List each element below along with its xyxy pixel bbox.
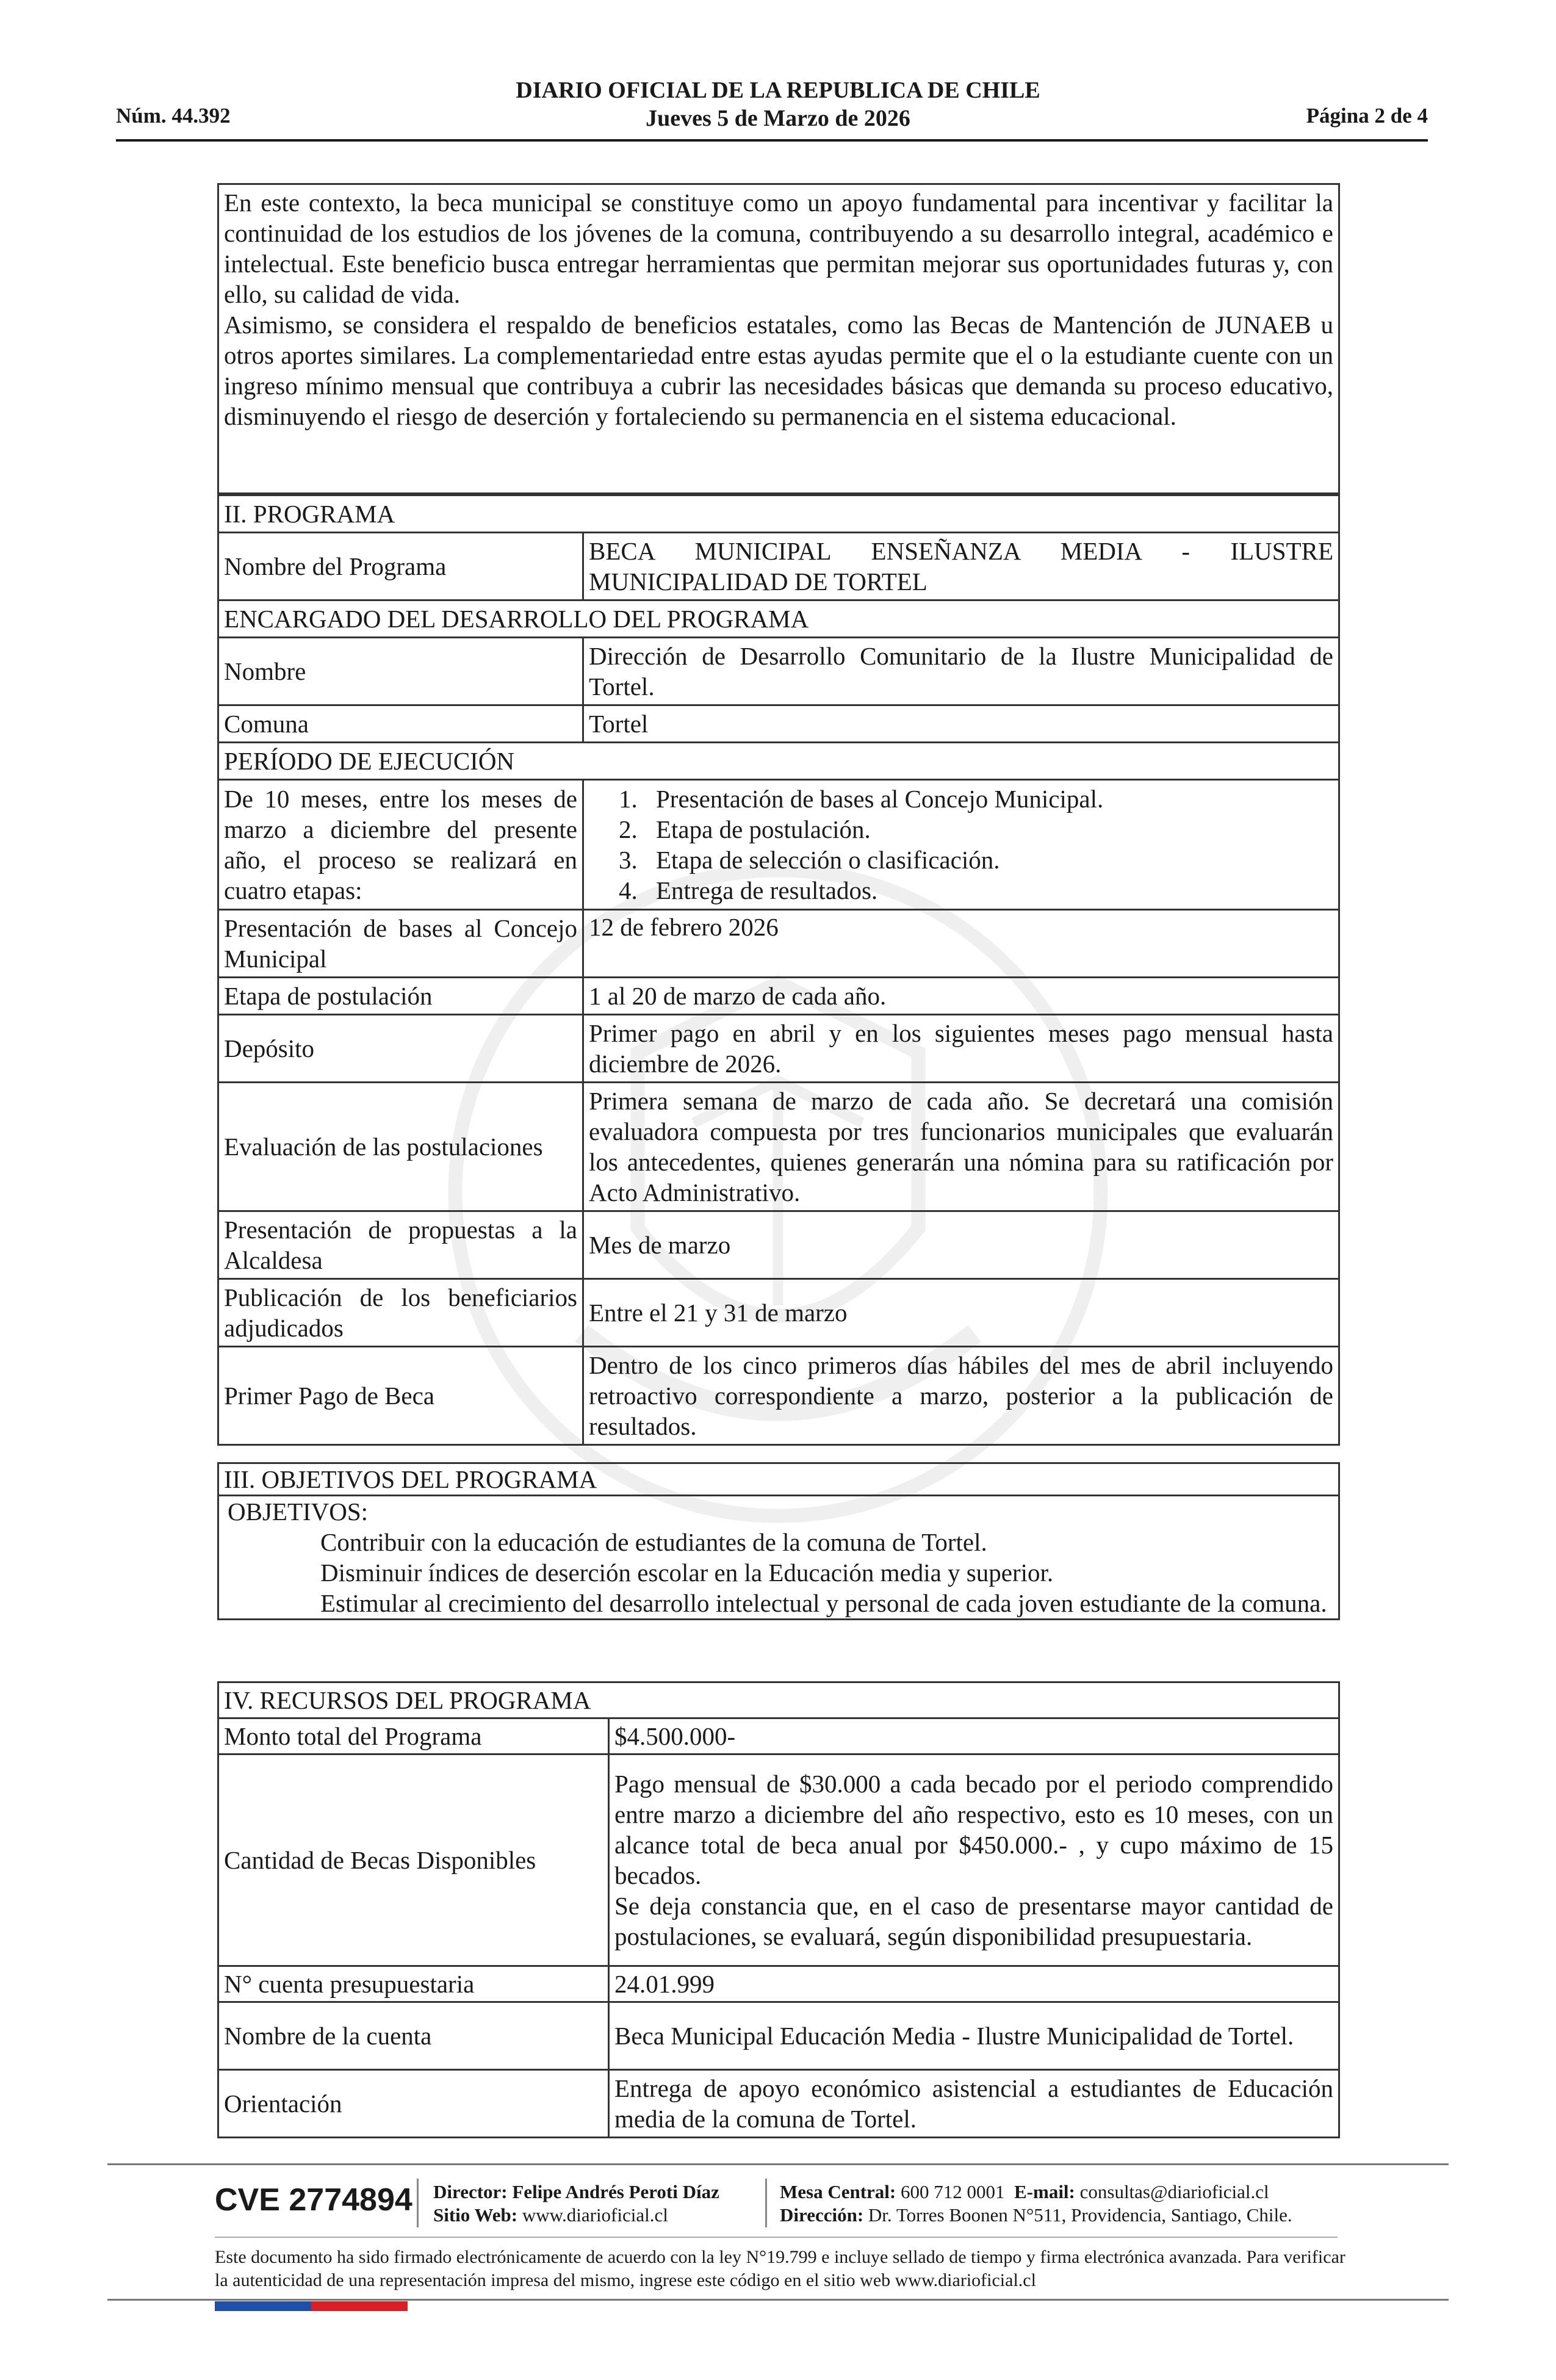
list-item: Estimular al crecimiento del desarrollo intelectual y personal de cada joven estudiante de la comuna. bbox=[320, 1589, 1327, 1617]
recursos-table bbox=[217, 1681, 1340, 2138]
etapas-list bbox=[589, 784, 1333, 906]
flag-bar-blue bbox=[215, 2301, 311, 2311]
gazette-date: Jueves 5 de Marzo de 2026 bbox=[646, 106, 910, 131]
cell-label: Presentación de propuestas a la Alcaldesa bbox=[218, 1211, 583, 1279]
cell-label: Evaluación de las postulaciones bbox=[218, 1083, 583, 1211]
direccion-label: Dirección: bbox=[780, 2204, 864, 2226]
table-row bbox=[218, 2002, 1339, 2070]
page-number: Página 2 de 4 bbox=[1306, 104, 1428, 128]
cell-label: Nombre del Programa bbox=[218, 533, 583, 600]
cell-value: $4.500.000- bbox=[609, 1718, 1339, 1754]
cell-value bbox=[609, 1754, 1339, 1966]
mesa-label: Mesa Central: bbox=[780, 2181, 896, 2202]
cell-value bbox=[583, 780, 1339, 910]
becas-paragraph-2: Se deja constancia que, en el caso de presentarse mayor cantidad de postulaciones, se evaluará, según disponibilidad presupuestaria. bbox=[614, 1892, 1333, 1950]
section-title: II. PROGRAMA bbox=[218, 496, 1339, 533]
table-row bbox=[218, 910, 1339, 978]
intro-box bbox=[217, 183, 1340, 494]
subsection-title: PERÍODO DE EJECUCIÓN bbox=[218, 743, 1339, 780]
cell-label: Depósito bbox=[218, 1015, 583, 1083]
cell-label: Monto total del Programa bbox=[218, 1718, 609, 1754]
footer-rule-bottom bbox=[107, 2299, 1449, 2301]
cve-code: CVE 2774894 bbox=[215, 2182, 412, 2218]
table-row bbox=[218, 1279, 1339, 1347]
footer-rule-mid bbox=[215, 2237, 1338, 2238]
email-label: E-mail: bbox=[1014, 2181, 1075, 2202]
flag-bar-red bbox=[311, 2301, 408, 2311]
header-rule bbox=[116, 139, 1428, 142]
director-value: Felipe Andrés Peroti Díaz bbox=[512, 2181, 719, 2202]
cell-value: 1 al 20 de marzo de cada año. bbox=[583, 978, 1339, 1015]
cell-label: Publicación de los beneficiarios adjudicados bbox=[218, 1279, 583, 1347]
cell-label: N° cuenta presupuestaria bbox=[218, 1966, 609, 2002]
cell-label: Nombre bbox=[218, 638, 583, 705]
objetivos-box bbox=[217, 1462, 1340, 1620]
subsection-title: ENCARGADO DEL DESARROLLO DEL PROGRAMA bbox=[218, 600, 1339, 638]
table-row bbox=[218, 743, 1339, 780]
list-item: 3. Etapa de selección o clasificación. bbox=[644, 845, 1333, 875]
cell-label: Comuna bbox=[218, 705, 583, 743]
footer-director-block bbox=[433, 2180, 719, 2227]
table-row bbox=[218, 496, 1339, 533]
list-item: 2. Etapa de postulación. bbox=[644, 814, 1333, 845]
table-row bbox=[218, 600, 1339, 638]
gazette-title: DIARIO OFICIAL DE LA REPUBLICA DE CHILE bbox=[516, 78, 1040, 103]
objetivos-label: OBJETIVOS: bbox=[228, 1498, 369, 1526]
web-label: Sitio Web: bbox=[433, 2204, 518, 2226]
table-row bbox=[218, 978, 1339, 1015]
cell-value: Mes de marzo bbox=[583, 1211, 1339, 1279]
footer-separator bbox=[417, 2179, 419, 2227]
table-row bbox=[218, 1682, 1339, 1718]
table-row bbox=[218, 1347, 1339, 1445]
cell-value: 12 de febrero 2026 bbox=[583, 910, 1339, 978]
legal-notice: Este documento ha sido firmado electrónicamente de acuerdo con la ley N°19.799 e incluye sellado de tiempo y firma electrónica avanzada. Para verificar la autenticidad de una representación impresa del mismo, ingrese este código en el sitio web www.diarioficial.cl bbox=[215, 2247, 1345, 2290]
list-item: 1. Presentación de bases al Concejo Municipal. bbox=[644, 784, 1333, 814]
direccion-value: Dr. Torres Boonen N°511, Providencia, Santiago, Chile. bbox=[868, 2204, 1292, 2226]
list-item: 4. Entrega de resultados. bbox=[644, 875, 1333, 906]
table-row bbox=[218, 1754, 1339, 1966]
programa-table bbox=[217, 494, 1340, 1446]
cell-label: Orientación bbox=[218, 2070, 609, 2138]
cell-value: Dentro de los cinco primeros días hábiles del mes de abril incluyendo retroactivo correspondiente a marzo, posterior a la publicación de resultados. bbox=[583, 1347, 1339, 1445]
email-link[interactable]: consultas@diarioficial.cl bbox=[1079, 2181, 1269, 2202]
section-title: III. OBJETIVOS DEL PROGRAMA bbox=[219, 1464, 1338, 1496]
table-row bbox=[218, 705, 1339, 743]
cell-value: Primer pago en abril y en los siguientes meses pago mensual hasta diciembre de 2026. bbox=[583, 1015, 1339, 1083]
footer-rule-top bbox=[107, 2163, 1449, 2165]
table-row bbox=[218, 1015, 1339, 1083]
cell-label: Primer Pago de Beca bbox=[218, 1347, 583, 1445]
table-row bbox=[218, 780, 1339, 910]
issue-number: Núm. 44.392 bbox=[116, 104, 231, 128]
cell-value: Entrega de apoyo económico asistencial a estudiantes de Educación media de la comuna de Tortel. bbox=[609, 2070, 1339, 2138]
section-title: IV. RECURSOS DEL PROGRAMA bbox=[218, 1682, 1339, 1718]
cell-value: Beca Municipal Educación Media - Ilustre Municipalidad de Tortel. bbox=[609, 2002, 1339, 2070]
intro-paragraph-1: En este contexto, la beca municipal se constituye como un apoyo fundamental para incentivar y facilitar la continuidad de los estudios de los jóvenes de la comuna, contribuyendo a su desarrollo integral, académico e intelectual. Este beneficio busca entregar herramientas que permitan mejorar sus oportunidades futuras y, con ello, su calidad de vida. bbox=[224, 189, 1333, 308]
cell-value: Tortel bbox=[583, 705, 1339, 743]
cell-value: BECA MUNICIPAL ENSEÑANZA MEDIA - ILUSTRE MUNICIPALIDAD DE TORTEL bbox=[583, 533, 1339, 600]
cell-label: De 10 meses, entre los meses de marzo a diciembre del presente año, el proceso se realizará en cuatro etapas: bbox=[218, 780, 583, 910]
table-row bbox=[218, 1718, 1339, 1754]
table-row bbox=[218, 1966, 1339, 2002]
cell-value: Primera semana de marzo de cada año. Se decretará una comisión evaluadora compuesta por tres funcionarios municipales que evaluarán los antecedentes, quienes generarán una nómina para su ratificación por Acto Administrativo. bbox=[583, 1083, 1339, 1211]
cell-label: Nombre de la cuenta bbox=[218, 2002, 609, 2070]
cell-value: Entre el 21 y 31 de marzo bbox=[583, 1279, 1339, 1347]
mesa-value: 600 712 0001 bbox=[901, 2181, 1005, 2202]
list-item: Contribuir con la educación de estudiantes de la comuna de Tortel. bbox=[320, 1528, 987, 1556]
cell-label: Etapa de postulación bbox=[218, 978, 583, 1015]
table-row bbox=[218, 1211, 1339, 1279]
table-row bbox=[218, 533, 1339, 600]
table-row bbox=[218, 2070, 1339, 2138]
cell-value: Dirección de Desarrollo Comunitario de la Ilustre Municipalidad de Tortel. bbox=[583, 638, 1339, 705]
cell-value: 24.01.999 bbox=[609, 1966, 1339, 2002]
intro-paragraph-2: Asimismo, se considera el respaldo de beneficios estatales, como las Becas de Mantención de JUNAEB u otros aportes similares. La complementariedad entre estas ayudas permite que el o la estudiante cuente con un ingreso mínimo mensual que contribuya a cubrir las necesidades básicas que demanda su proceso educativo, disminuyendo el riesgo de deserción y fortaleciendo su permanencia en el sistema educacional. bbox=[224, 311, 1333, 430]
footer-contact-block bbox=[780, 2180, 1292, 2227]
list-item: Disminuir índices de deserción escolar en la Educación media y superior. bbox=[320, 1559, 1054, 1587]
director-label: Director: bbox=[433, 2181, 508, 2202]
footer-separator bbox=[765, 2179, 767, 2227]
table-row bbox=[218, 638, 1339, 705]
cell-label: Cantidad de Becas Disponibles bbox=[218, 1754, 609, 1966]
cell-label: Presentación de bases al Concejo Municipal bbox=[218, 910, 583, 978]
web-link[interactable]: www.diarioficial.cl bbox=[522, 2204, 668, 2226]
becas-paragraph-1: Pago mensual de $30.000 a cada becado por el periodo comprendido entre marzo a diciembre del año respectivo, esto es 10 meses, con un alcance total de beca anual por $450.000.- , y cupo máximo de 15 becados. bbox=[614, 1770, 1333, 1889]
table-row bbox=[218, 1083, 1339, 1211]
